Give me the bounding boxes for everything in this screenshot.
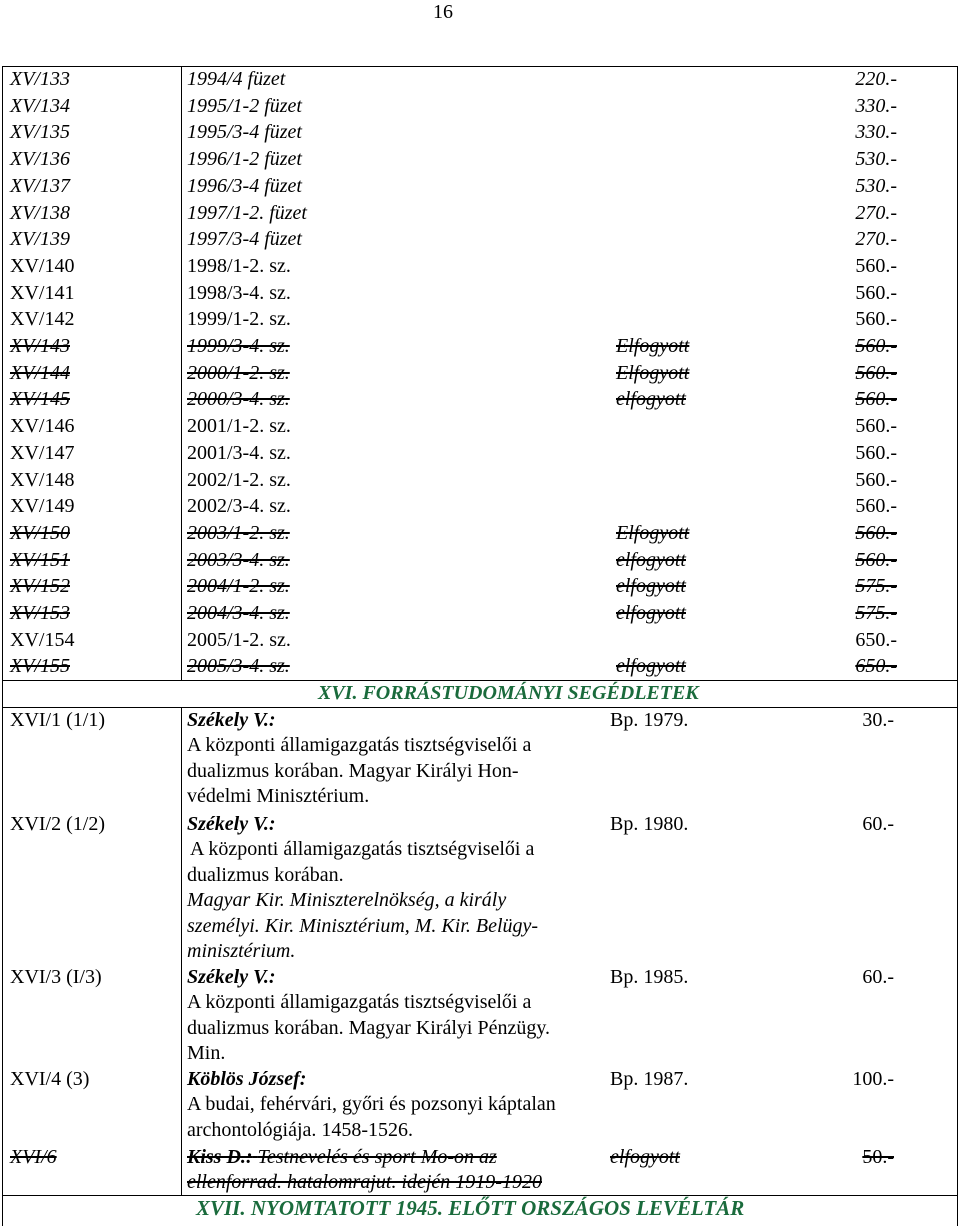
entry-title-line: személyi. Kir. Minisztérium, M. Kir. Belügy- bbox=[187, 914, 539, 937]
table-row bbox=[0, 200, 960, 227]
row-issue: 2002/3-4. sz. bbox=[187, 495, 291, 518]
entry-place-year: Bp. 1987. bbox=[610, 1068, 689, 1090]
row-code: XV/149 bbox=[10, 495, 75, 518]
entry-title-line: A központi államigazgatás tisztségviselői a bbox=[187, 991, 532, 1014]
table-row bbox=[0, 573, 960, 600]
table-row bbox=[0, 146, 960, 173]
row-issue: 2005/1-2. sz. bbox=[187, 628, 291, 651]
table-row bbox=[0, 627, 960, 654]
row-price: 330.- bbox=[855, 121, 897, 144]
row-issue: 1999/3-4. sz. bbox=[187, 335, 290, 357]
row-status: elfogyott bbox=[616, 655, 686, 678]
row-code: XV/147 bbox=[10, 441, 75, 464]
row-price: 560.- bbox=[855, 388, 897, 411]
table-row bbox=[0, 333, 960, 360]
row-issue: 2004/1-2. sz. bbox=[187, 575, 290, 598]
section-heading-xvii: XVII. NYOMTATOTT 1945. ELŐTT ORSZÁGOS LEVÉLTÁR bbox=[196, 1196, 745, 1220]
row-status: elfogyott bbox=[616, 388, 686, 411]
row-code: XV/154 bbox=[10, 628, 75, 651]
row-code: XV/137 bbox=[10, 174, 70, 197]
row-code: XV/133 bbox=[10, 68, 70, 90]
row-code: XV/142 bbox=[10, 308, 75, 331]
row-status: elfogyott bbox=[616, 602, 686, 624]
table-row bbox=[0, 413, 960, 440]
entry-title-line: ellenforrad. hatalomrajut. idején 1919-1920 bbox=[187, 1171, 542, 1194]
row-issue: 2003/1-2. sz. bbox=[187, 521, 290, 544]
row-issue: 2000/3-4. sz. bbox=[187, 388, 290, 411]
entry-title-line: minisztérium. bbox=[187, 940, 296, 963]
table-row bbox=[0, 360, 960, 387]
entry-title-line: Magyar Kir. Miniszterelnökség, a király bbox=[187, 889, 507, 912]
row-status: elfogyott bbox=[616, 548, 686, 571]
table-row bbox=[0, 253, 960, 280]
row-price: 560.- bbox=[855, 548, 897, 571]
row-code: XV/139 bbox=[10, 228, 70, 251]
row-code: XV/143 bbox=[10, 335, 70, 357]
entry-code: XVI/4 (3) bbox=[10, 1068, 90, 1090]
entry-title-line: Min. bbox=[187, 1042, 226, 1065]
row-price: 560.- bbox=[855, 335, 897, 357]
row-issue: 1999/1-2. sz. bbox=[187, 308, 291, 331]
row-issue: 1997/1-2. füzet bbox=[187, 201, 307, 224]
entry-code: XVI/2 (1/2) bbox=[10, 813, 105, 835]
row-price: 270.- bbox=[855, 228, 897, 251]
table-row bbox=[0, 493, 960, 520]
row-status: Elfogyott bbox=[616, 521, 690, 544]
table-row bbox=[0, 280, 960, 307]
row-price: 330.- bbox=[855, 94, 897, 117]
section-heading-xvi: XVI. FORRÁSTUDOMÁNYI SEGÉDLETEK bbox=[318, 682, 699, 704]
entry-price: 60.- bbox=[862, 966, 894, 988]
row-code: XV/136 bbox=[10, 148, 70, 171]
entry-place-year: Bp. 1980. bbox=[610, 813, 689, 835]
entry-title-line: védelmi Minisztérium. bbox=[187, 785, 370, 808]
entry-title-line: A budai, fehérvári, győri és pozsonyi káptalan bbox=[187, 1093, 556, 1116]
row-issue: 2005/3-4. sz. bbox=[187, 655, 290, 678]
table-row bbox=[0, 386, 960, 413]
row-price: 560.- bbox=[855, 521, 897, 544]
entry-title-line: dualizmus korában. Magyar Királyi Hon- bbox=[187, 759, 519, 782]
row-code: XV/155 bbox=[10, 655, 70, 678]
row-code: XV/141 bbox=[10, 281, 75, 304]
row-issue: 2000/1-2. sz. bbox=[187, 361, 290, 384]
row-issue: 1996/3-4 füzet bbox=[187, 174, 302, 197]
row-code: XV/145 bbox=[10, 388, 70, 411]
row-price: 220.- bbox=[855, 68, 897, 90]
row-price: 560.- bbox=[855, 254, 897, 277]
row-issue: 1998/1-2. sz. bbox=[187, 254, 291, 277]
table-row bbox=[0, 306, 960, 333]
row-issue: 2003/3-4. sz. bbox=[187, 548, 290, 571]
row-issue: 1996/1-2 füzet bbox=[187, 148, 302, 171]
table-row bbox=[0, 226, 960, 253]
row-code: XV/152 bbox=[10, 575, 70, 598]
entry-title-line: A központi államigazgatás tisztségviselői a bbox=[187, 734, 532, 757]
row-price: 530.- bbox=[855, 174, 897, 197]
row-price: 530.- bbox=[855, 148, 897, 171]
entry-place-year: Bp. 1985. bbox=[610, 966, 689, 988]
entry-author: Székely V.: bbox=[187, 966, 276, 988]
row-price: 560.- bbox=[855, 415, 897, 438]
entry-title-line: dualizmus korában. bbox=[187, 863, 344, 886]
row-price: 575.- bbox=[855, 575, 897, 598]
row-price: 560.- bbox=[855, 468, 897, 491]
row-issue: 1998/3-4. sz. bbox=[187, 281, 291, 304]
row-issue: 2004/3-4. sz. bbox=[187, 602, 290, 624]
table-row bbox=[0, 66, 960, 93]
table-row bbox=[0, 467, 960, 494]
row-code: XV/146 bbox=[10, 415, 75, 438]
entry-title-line: archontológiája. 1458-1526. bbox=[187, 1118, 414, 1141]
row-price: 560.- bbox=[855, 308, 897, 331]
row-price: 560.- bbox=[855, 281, 897, 304]
entry-body bbox=[187, 965, 602, 1067]
entry-code: XVI/1 (1/1) bbox=[10, 709, 105, 731]
row-code: XV/134 bbox=[10, 94, 70, 117]
entry-author: Székely V.: bbox=[187, 813, 276, 835]
row-code: XV/151 bbox=[10, 548, 70, 571]
row-code: XV/135 bbox=[10, 121, 70, 144]
entry-body bbox=[187, 708, 602, 810]
column-divider bbox=[181, 707, 182, 1195]
entry-price: 100.- bbox=[852, 1068, 894, 1090]
row-price: 560.- bbox=[855, 495, 897, 518]
row-issue: 2001/3-4. sz. bbox=[187, 441, 291, 464]
table-row bbox=[0, 600, 960, 627]
row-issue: 1994/4 füzet bbox=[187, 68, 286, 90]
entry-author: Székely V.: bbox=[187, 709, 276, 731]
entry-body bbox=[187, 1067, 602, 1143]
row-issue: 2001/1-2. sz. bbox=[187, 415, 291, 438]
row-issue: 1995/1-2 füzet bbox=[187, 94, 302, 117]
row-status: Elfogyott bbox=[616, 361, 690, 384]
entry-place-year: Bp. 1979. bbox=[610, 709, 689, 731]
entry-body bbox=[187, 812, 602, 964]
row-price: 270.- bbox=[855, 201, 897, 224]
entry-price: 60.- bbox=[862, 813, 894, 835]
entry-body bbox=[187, 1145, 602, 1196]
row-issue: 2002/1-2. sz. bbox=[187, 468, 291, 491]
entry-title-line: Testnevelés és sport Mo-on az bbox=[257, 1146, 497, 1168]
row-code: XV/140 bbox=[10, 254, 75, 277]
entry-title-line: A központi államigazgatás tisztségviselői a bbox=[190, 838, 535, 861]
table-row bbox=[0, 520, 960, 547]
row-price: 560.- bbox=[855, 441, 897, 464]
row-price: 560.- bbox=[855, 361, 897, 384]
entry-author: Kiss D.: bbox=[187, 1146, 253, 1168]
table-row bbox=[0, 653, 960, 680]
entry-author-line bbox=[187, 1145, 602, 1170]
row-code: XV/150 bbox=[10, 521, 70, 544]
entry-price: 50.- bbox=[862, 1146, 894, 1168]
entry-status: elfogyott bbox=[610, 1146, 680, 1168]
table-row bbox=[0, 547, 960, 574]
page-number: 16 bbox=[433, 1, 453, 23]
entry-price: 30.- bbox=[862, 709, 894, 731]
row-price: 575.- bbox=[855, 602, 897, 624]
row-status: Elfogyott bbox=[616, 335, 690, 357]
table-row bbox=[0, 119, 960, 146]
row-issue: 1995/3-4 füzet bbox=[187, 121, 302, 144]
table-row bbox=[0, 93, 960, 120]
row-code: XV/144 bbox=[10, 361, 70, 384]
row-code: XV/138 bbox=[10, 201, 70, 224]
row-price: 650.- bbox=[855, 655, 897, 678]
row-code: XV/148 bbox=[10, 468, 75, 491]
row-price: 650.- bbox=[855, 628, 897, 651]
entry-title-line: dualizmus korában. Magyar Királyi Pénzügy. bbox=[187, 1016, 551, 1039]
entry-author: Köblös József: bbox=[187, 1068, 307, 1090]
entry-code: XVI/6 bbox=[10, 1146, 57, 1168]
table-row bbox=[0, 173, 960, 200]
row-status: elfogyott bbox=[616, 575, 686, 598]
row-issue: 1997/3-4 füzet bbox=[187, 228, 302, 251]
table-row bbox=[0, 440, 960, 467]
row-code: XV/153 bbox=[10, 602, 70, 624]
entry-code: XVI/3 (I/3) bbox=[10, 966, 102, 988]
